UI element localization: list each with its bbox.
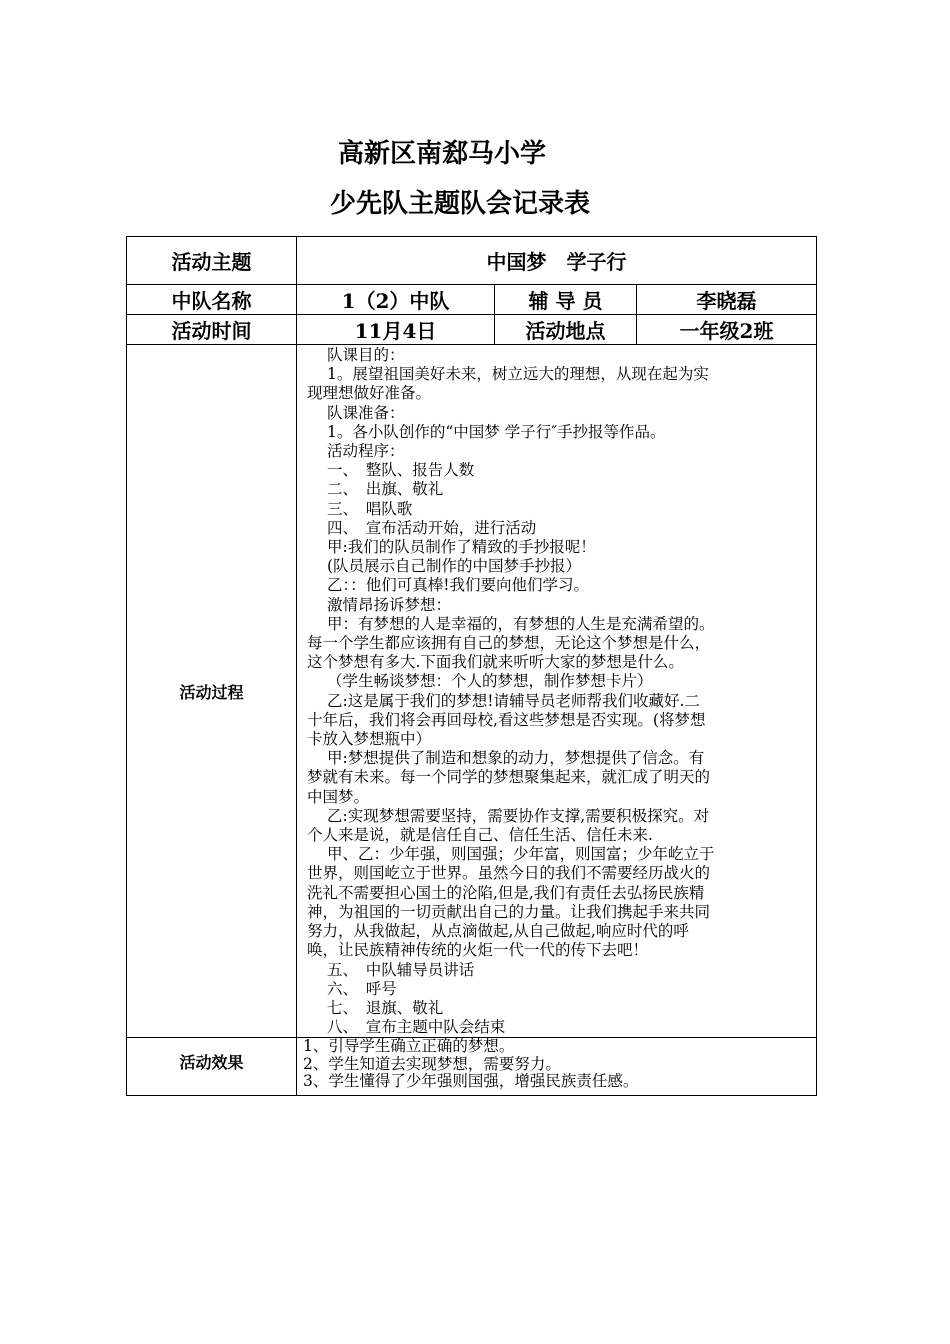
process-line: 七、 退旗、敬礼 <box>327 998 444 1017</box>
process-line: 甲:我们的队员制作了精致的手抄报呢！ <box>327 538 596 557</box>
process-line: 四、 宣布活动开始，进行活动 <box>327 518 537 537</box>
place-value: 一年级2班 <box>637 315 817 345</box>
process-line: 乙:这是属于我们的梦想!请辅导员老师帮我们收藏好.二 <box>327 691 700 710</box>
time-row <box>127 315 817 345</box>
process-line: 每一个学生都应该拥有自己的梦想，无论这个梦想是什么， <box>307 634 711 653</box>
process-line: 梦就有未来。每一个同学的梦想聚集起来，就汇成了明天的 <box>307 768 711 787</box>
time-label: 活动时间 <box>127 315 297 345</box>
process-line: 激情昂扬诉梦想： <box>327 595 452 614</box>
counselor-value: 李晓磊 <box>637 285 817 315</box>
time-value: 11月4日 <box>297 315 495 345</box>
theme-value: 中国梦 学子行 <box>297 237 817 285</box>
form-title: 少先队主题队会记录表 <box>330 189 591 219</box>
effect-line: 1、引导学生确立正确的梦想。 <box>303 1038 515 1056</box>
process-line: 一、 整队、报告人数 <box>327 461 475 480</box>
effect-content <box>297 1038 817 1096</box>
process-line: 现理想做好准备。 <box>307 384 432 403</box>
counselor-label: 辅 导 员 <box>495 285 637 315</box>
effect-line: 2、学生知道去实现梦想，需要努力。 <box>303 1055 561 1073</box>
process-line: 卡放入梦想瓶中） <box>307 730 432 749</box>
effect-row <box>127 1038 817 1096</box>
process-line: 队课目的： <box>327 346 405 364</box>
process-line: (队员展示自己制作的中国梦手抄报） <box>327 557 582 576</box>
process-line: 甲、乙：少年强，则国强；少年富，则国富；少年屹立于 <box>327 845 715 864</box>
process-line: 这个梦想有多大.下面我们就来听听大家的梦想是什么。 <box>307 653 684 672</box>
process-content <box>297 345 817 1038</box>
process-line: 世界，则国屹立于世界。虽然今日的我们不需要经历战火的 <box>307 864 711 883</box>
process-line: 1。展望祖国美好未来，树立远大的理想，从现在起为实 <box>327 365 709 384</box>
process-line: 神，为祖国的一切贡献出自己的力量。让我们携起手来共同 <box>307 902 711 921</box>
process-line: 三、 唱队歌 <box>327 499 413 518</box>
process-line: 唤，让民族精神传统的火炬一代一代的传下去吧！ <box>307 941 649 960</box>
process-line: 队课准备： <box>327 403 405 422</box>
process-line: 1。各小队创作的“中国梦 学子行″手抄报等作品。 <box>327 422 666 441</box>
squad-value: 1（2）中队 <box>297 285 495 315</box>
process-line: 六、 呼号 <box>327 979 397 998</box>
process-line: 洗礼不需要担心国土的沦陷,但是,我们有责任去弘扬民族精 <box>307 883 705 902</box>
process-line: 乙:实现梦想需要坚持，需要协作支撑,需要积极探究。对 <box>327 806 710 825</box>
theme-row <box>127 237 817 285</box>
process-line: 十年后，我们将会再回母校,看这些梦想是否实现。(将梦想 <box>307 710 706 729</box>
process-line: （学生畅谈梦想：个人的梦想，制作梦想卡片） <box>327 672 653 691</box>
squad-label: 中队名称 <box>127 285 297 315</box>
process-line: 甲:梦想提供了制造和想象的动力，梦想提供了信念。有 <box>327 749 705 768</box>
school-name: 高新区南郄马小学 <box>338 139 547 169</box>
effect-label: 活动效果 <box>127 1038 297 1096</box>
process-line: 活动程序： <box>327 442 405 461</box>
process-label: 活动过程 <box>127 345 297 1038</box>
squad-row <box>127 285 817 315</box>
effect-line: 3、学生懂得了少年强则国强，增强民族责任感。 <box>303 1073 639 1091</box>
process-line: 五、 中队辅导员讲话 <box>327 960 475 979</box>
process-line: 八、 宣布主题中队会结束 <box>327 1018 506 1037</box>
place-label: 活动地点 <box>495 315 637 345</box>
process-line: 中国梦。 <box>307 787 370 806</box>
theme-label: 活动主题 <box>127 237 297 285</box>
process-row <box>127 345 817 1038</box>
record-table <box>126 236 817 1096</box>
process-line: 甲：有梦想的人是幸福的，有梦想的人生是充满希望的。 <box>327 614 715 633</box>
process-line: 个人来是说，就是信任自己、信任生活、信任未来. <box>307 826 653 845</box>
process-line: 努力，从我做起，从点滴做起,从自己做起,响应时代的呼 <box>307 922 689 941</box>
process-line: 乙：：他们可真棒!我们要向他们学习。 <box>327 576 589 595</box>
process-line: 二、 出旗、敬礼 <box>327 480 444 499</box>
